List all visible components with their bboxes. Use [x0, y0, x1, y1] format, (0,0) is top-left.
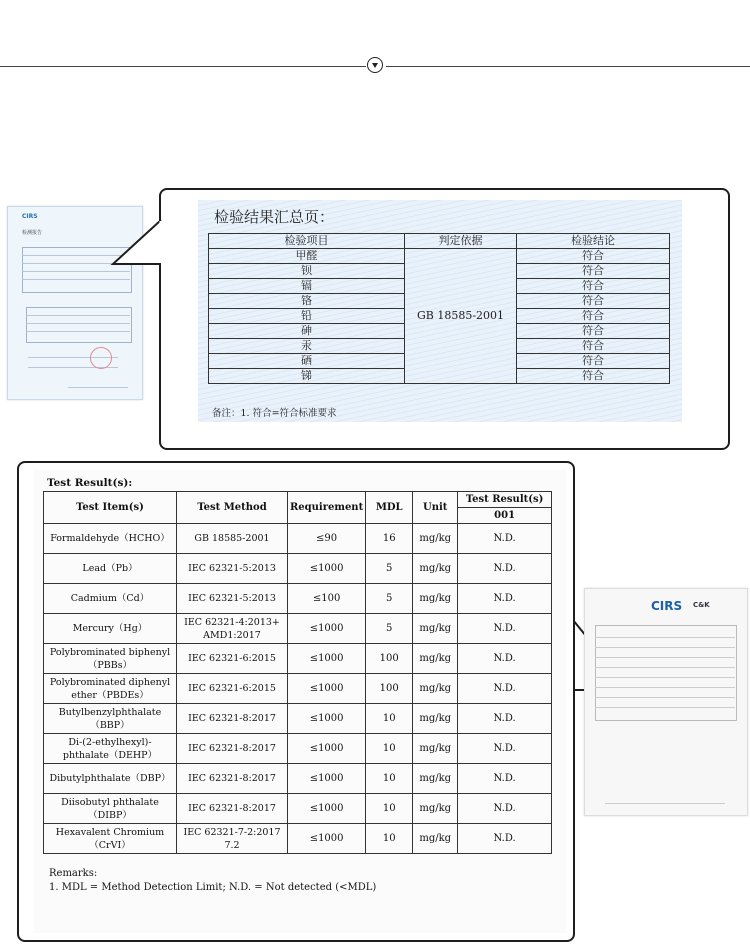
unit-cell: mg/kg	[413, 794, 458, 824]
item-cell: Polybrominated biphenyl（PBBs）	[44, 644, 177, 674]
result-cell: 符合	[517, 354, 670, 369]
header-sample-id: 001	[458, 508, 552, 524]
item-cell: Lead（Pb）	[44, 554, 177, 584]
basis-cell: GB 18585-2001	[405, 249, 517, 384]
result-cell: 符合	[517, 369, 670, 384]
unit-cell: mg/kg	[413, 554, 458, 584]
mdl-cell: 100	[366, 674, 413, 704]
remarks-title: Remarks:	[49, 868, 98, 879]
summary-table	[208, 233, 670, 384]
item-cell: Butylbenzylphthalate（BBP）	[44, 704, 177, 734]
item-cell: Di-(2-ethylhexyl)-phthalate（DEHP）	[44, 734, 177, 764]
table-row	[44, 584, 552, 614]
item-cell: Diisobutyl phthalate（DIBP）	[44, 794, 177, 824]
item-cell: 镉	[209, 279, 405, 294]
requirement-cell: ≤1000	[288, 794, 366, 824]
unit-cell: mg/kg	[413, 614, 458, 644]
table-row	[44, 734, 552, 764]
result-cell: N.D.	[458, 764, 552, 794]
header-test-method: Test Method	[177, 492, 288, 524]
result-cell: N.D.	[458, 614, 552, 644]
requirement-cell: ≤1000	[288, 674, 366, 704]
result-cell: N.D.	[458, 734, 552, 764]
summary-title: 检验结果汇总页：	[214, 208, 335, 226]
table-row	[44, 614, 552, 644]
mdl-cell: 5	[366, 584, 413, 614]
item-cell: Formaldehyde（HCHO）	[44, 524, 177, 554]
method-cell: IEC 62321-4:2013+ AMD1:2017	[177, 614, 288, 644]
requirement-cell: ≤100	[288, 584, 366, 614]
result-cell: N.D.	[458, 824, 552, 854]
item-cell: 硒	[209, 354, 405, 369]
mdl-cell: 10	[366, 734, 413, 764]
item-cell: Mercury（Hg）	[44, 614, 177, 644]
result-cell: 符合	[517, 309, 670, 324]
requirement-cell: ≤1000	[288, 704, 366, 734]
item-cell: 铅	[209, 309, 405, 324]
header-basis: 判定依据	[405, 234, 517, 249]
method-cell: IEC 62321-8:2017	[177, 734, 288, 764]
header-test-result: Test Result(s)	[458, 492, 552, 508]
thumbnail-report-title: 检测报告	[22, 230, 43, 236]
unit-cell: mg/kg	[413, 674, 458, 704]
header-conclusion: 检验结论	[517, 234, 670, 249]
requirement-cell: ≤1000	[288, 554, 366, 584]
method-cell: IEC 62321-5:2013	[177, 584, 288, 614]
header-test-item: 检验项目	[209, 234, 405, 249]
unit-cell: mg/kg	[413, 704, 458, 734]
header-mdl: MDL	[366, 492, 413, 524]
unit-cell: mg/kg	[413, 644, 458, 674]
method-cell: IEC 62321-6:2015	[177, 674, 288, 704]
unit-cell: mg/kg	[413, 734, 458, 764]
ck-logo: C&K	[693, 601, 710, 609]
header-test-item: Test Item(s)	[44, 492, 177, 524]
method-cell: IEC 62321-8:2017	[177, 794, 288, 824]
item-cell: 甲醛	[209, 249, 405, 264]
table-row	[44, 644, 552, 674]
mdl-cell: 10	[366, 794, 413, 824]
mdl-cell: 5	[366, 554, 413, 584]
item-cell: Hexavalent Chromium（CrVI）	[44, 824, 177, 854]
unit-cell: mg/kg	[413, 824, 458, 854]
thumbnail-logo: CIRS	[22, 213, 38, 220]
item-cell: 汞	[209, 339, 405, 354]
cirs-report-thumbnail[interactable]	[584, 588, 748, 816]
item-cell: Polybrominated diphenyl ether（PBDEs）	[44, 674, 177, 704]
table-row	[44, 704, 552, 734]
unit-cell: mg/kg	[413, 524, 458, 554]
result-cell: 符合	[517, 264, 670, 279]
table-row	[44, 524, 552, 554]
unit-cell: mg/kg	[413, 764, 458, 794]
table-row	[44, 824, 552, 854]
requirement-cell: ≤1000	[288, 734, 366, 764]
mdl-cell: 10	[366, 704, 413, 734]
mdl-cell: 10	[366, 824, 413, 854]
results-table	[43, 491, 552, 854]
table-row	[209, 249, 670, 264]
chinese-summary-document	[198, 200, 682, 422]
method-cell: IEC 62321-8:2017	[177, 704, 288, 734]
result-cell: N.D.	[458, 644, 552, 674]
header-requirement: Requirement	[288, 492, 366, 524]
mdl-cell: 100	[366, 644, 413, 674]
method-cell: GB 18585-2001	[177, 524, 288, 554]
cirs-logo: CIRS	[651, 599, 683, 613]
table-row	[44, 674, 552, 704]
method-cell: IEC 62321-5:2013	[177, 554, 288, 584]
result-cell: N.D.	[458, 524, 552, 554]
table-row	[44, 764, 552, 794]
result-cell: 符合	[517, 249, 670, 264]
result-cell: N.D.	[458, 674, 552, 704]
result-cell: N.D.	[458, 554, 552, 584]
results-title: Test Result(s):	[47, 477, 133, 489]
summary-note: 备注：1. 符合=符合标准要求	[212, 408, 337, 419]
requirement-cell: ≤1000	[288, 824, 366, 854]
result-cell: 符合	[517, 294, 670, 309]
mdl-cell: 5	[366, 614, 413, 644]
requirement-cell: ≤1000	[288, 764, 366, 794]
method-cell: IEC 62321-8:2017	[177, 764, 288, 794]
requirement-cell: ≤90	[288, 524, 366, 554]
method-cell: IEC 62321-6:2015	[177, 644, 288, 674]
result-cell: 符合	[517, 339, 670, 354]
item-cell: 锑	[209, 369, 405, 384]
method-cell: IEC 62321-7-2:2017 7.2	[177, 824, 288, 854]
item-cell: 铬	[209, 294, 405, 309]
item-cell: Dibutylphthalate（DBP）	[44, 764, 177, 794]
item-cell: 砷	[209, 324, 405, 339]
mdl-cell: 16	[366, 524, 413, 554]
result-cell: N.D.	[458, 704, 552, 734]
mdl-cell: 10	[366, 764, 413, 794]
result-cell: 符合	[517, 324, 670, 339]
unit-cell: mg/kg	[413, 584, 458, 614]
table-row	[44, 554, 552, 584]
item-cell: 钡	[209, 264, 405, 279]
remarks-text: 1. MDL = Method Detection Limit; N.D. = Not detected (<MDL)	[49, 882, 377, 893]
requirement-cell: ≤1000	[288, 614, 366, 644]
english-results-document	[34, 470, 566, 933]
result-cell: N.D.	[458, 584, 552, 614]
requirement-cell: ≤1000	[288, 644, 366, 674]
header-unit: Unit	[413, 492, 458, 524]
result-cell: 符合	[517, 279, 670, 294]
result-cell: N.D.	[458, 794, 552, 824]
table-row	[44, 794, 552, 824]
item-cell: Cadmium（Cd）	[44, 584, 177, 614]
results-remarks	[49, 867, 376, 895]
